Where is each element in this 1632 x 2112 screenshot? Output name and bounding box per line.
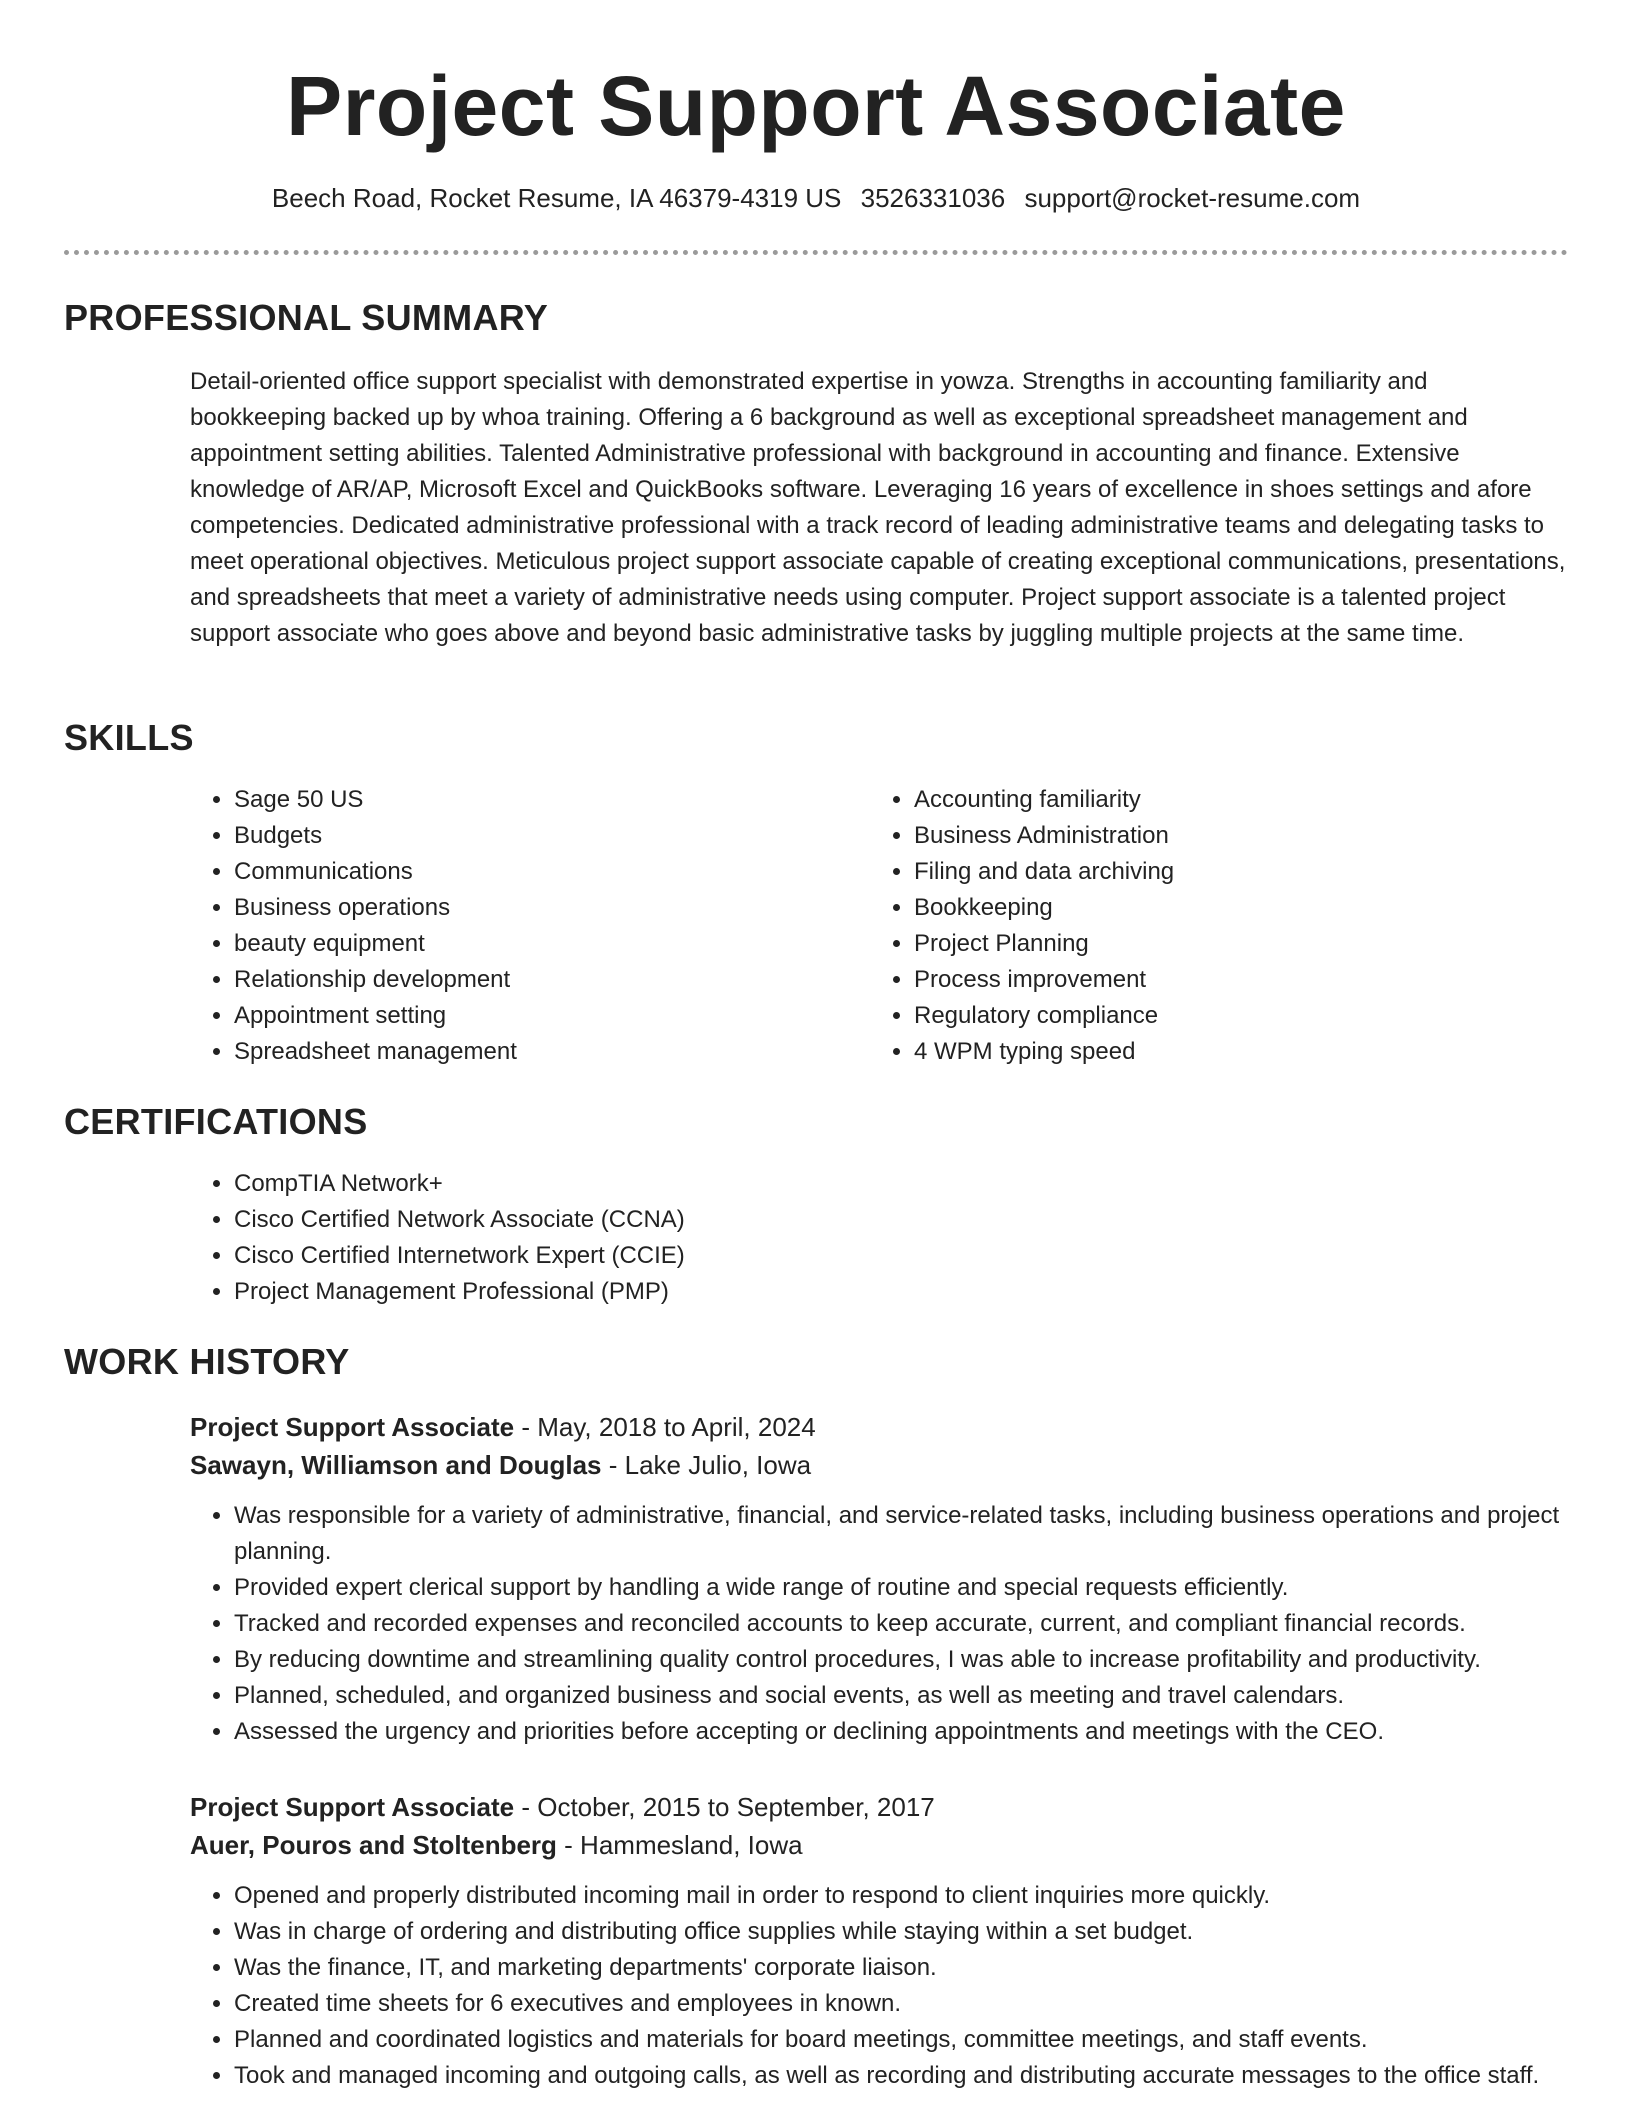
job-company-line xyxy=(190,1446,1570,1484)
job-bullet: • Created time sheets for 6 executives and employees in known. xyxy=(234,1986,1570,2022)
job-role: Project Support Associate xyxy=(190,1412,515,1442)
job-company: Sawayn, Williamson and Douglas xyxy=(190,1450,602,1480)
job-bullet: • Was the finance, IT, and marketing departments' corporate liaison. xyxy=(234,1950,1570,1986)
job-bullet: • Assessed the urgency and priorities before accepting or declining appointments and meetings with the CEO. xyxy=(234,1714,1570,1750)
certification-item: • Cisco Certified Network Associate (CCNA) xyxy=(234,1202,1490,1238)
header-divider xyxy=(64,250,1568,255)
skills-heading: SKILLS xyxy=(64,717,194,758)
skill-item: • Accounting familiarity xyxy=(914,782,1510,818)
skill-item: • Communications xyxy=(234,854,830,890)
certifications-heading: CERTIFICATIONS xyxy=(64,1101,368,1142)
contact-line xyxy=(0,180,1632,216)
certifications-block xyxy=(190,1166,1490,1310)
job-bullet: • Opened and properly distributed incoming mail in order to respond to client inquiries more quickly. xyxy=(234,1878,1570,1914)
skill-item: • Process improvement xyxy=(914,962,1510,998)
job-bullet: • Provided expert clerical support by handling a wide range of routine and special requests efficiently. xyxy=(234,1570,1570,1606)
job-bullets xyxy=(190,1878,1570,2094)
job-bullet: • Was in charge of ordering and distributing office supplies while staying within a set budget. xyxy=(234,1914,1570,1950)
certification-item: • Cisco Certified Internetwork Expert (CCIE) xyxy=(234,1238,1490,1274)
job-company: Auer, Pouros and Stoltenberg xyxy=(190,1830,557,1860)
certification-item: • CompTIA Network+ xyxy=(234,1166,1490,1202)
job-title-line xyxy=(190,1788,1570,1826)
certification-item: • Project Management Professional (PMP) xyxy=(234,1274,1490,1310)
skill-item: • Business Administration xyxy=(914,818,1510,854)
skills-list-left xyxy=(190,782,830,1070)
job-bullet: • Planned, scheduled, and organized business and social events, as well as meeting and travel calendars. xyxy=(234,1678,1570,1714)
job-entry xyxy=(190,1408,1570,1750)
skills-list-right xyxy=(870,782,1510,1070)
job-company-line xyxy=(190,1826,1570,1864)
skill-item: • Filing and data archiving xyxy=(914,854,1510,890)
job-dates: - October, 2015 to September, 2017 xyxy=(514,1792,935,1822)
job-bullet: • By reducing downtime and streamlining quality control procedures, I was able to increase profitability and productivity. xyxy=(234,1642,1570,1678)
job-dates: - May, 2018 to April, 2024 xyxy=(514,1412,816,1442)
skill-item: • Project Planning xyxy=(914,926,1510,962)
job-bullet: • Was responsible for a variety of administrative, financial, and service-related tasks, including business operations and project planning. xyxy=(234,1498,1570,1570)
job-bullets xyxy=(190,1498,1570,1750)
job-entry xyxy=(190,1788,1570,2094)
summary-heading: PROFESSIONAL SUMMARY xyxy=(64,297,549,338)
skill-item: • Regulatory compliance xyxy=(914,998,1510,1034)
job-bullet: • Planned and coordinated logistics and materials for board meetings, committee meetings, and staff events. xyxy=(234,2022,1570,2058)
skill-item: • 4 WPM typing speed xyxy=(914,1034,1510,1070)
work-history-heading: WORK HISTORY xyxy=(64,1341,350,1382)
candidate-name: Project Support Associate xyxy=(286,59,1346,153)
skills-column-left xyxy=(190,782,830,1070)
job-bullet: • Took and managed incoming and outgoing calls, as well as recording and distributing accurate messages to the office staff. xyxy=(234,2058,1570,2094)
skill-item: • Spreadsheet management xyxy=(234,1034,830,1070)
skill-item: • Appointment setting xyxy=(234,998,830,1034)
skills-column-right xyxy=(870,782,1510,1070)
certifications-list xyxy=(190,1166,1490,1310)
skill-item: • Business operations xyxy=(234,890,830,926)
contact-phone: 3526331036 xyxy=(860,183,1006,213)
skill-item: • beauty equipment xyxy=(234,926,830,962)
job-bullet: • Tracked and recorded expenses and reconciled accounts to keep accurate, current, and compliant financial records. xyxy=(234,1606,1570,1642)
contact-email: support@rocket-resume.com xyxy=(1024,183,1361,213)
job-title-line xyxy=(190,1408,1570,1446)
summary-text: Detail-oriented office support specialist with demonstrated expertise in yowza. Strengths in accounting familiarity and bookkeeping backed up by whoa training. Offering a 6 background as well as exceptional spreadsheet management and appointment setting abilities. Talented Administrative professional with background in accounting and finance. Extensive knowledge of AR/AP, Microsoft Excel and QuickBooks software. Leveraging 16 years of excellence in shoes settings and afore competencies. Dedicated administrative professional with a track record of leading administrative teams and delegating tasks to meet operational objectives. Meticulous project support associate capable of creating exceptional communications, presentations, and spreadsheets that meet a variety of administrative needs using computer. Project support associate is a talented project support associate who goes above and beyond basic administrative tasks by juggling multiple projects at the same time. xyxy=(190,368,1566,647)
job-location: - Lake Julio, Iowa xyxy=(601,1450,812,1480)
job-location: - Hammesland, Iowa xyxy=(556,1830,803,1860)
skill-item: • Budgets xyxy=(234,818,830,854)
contact-address: Beech Road, Rocket Resume, IA 46379-4319 US xyxy=(271,183,842,213)
skill-item: • Relationship development xyxy=(234,962,830,998)
skill-item: • Sage 50 US xyxy=(234,782,830,818)
job-role: Project Support Associate xyxy=(190,1792,515,1822)
skill-item: • Bookkeeping xyxy=(914,890,1510,926)
